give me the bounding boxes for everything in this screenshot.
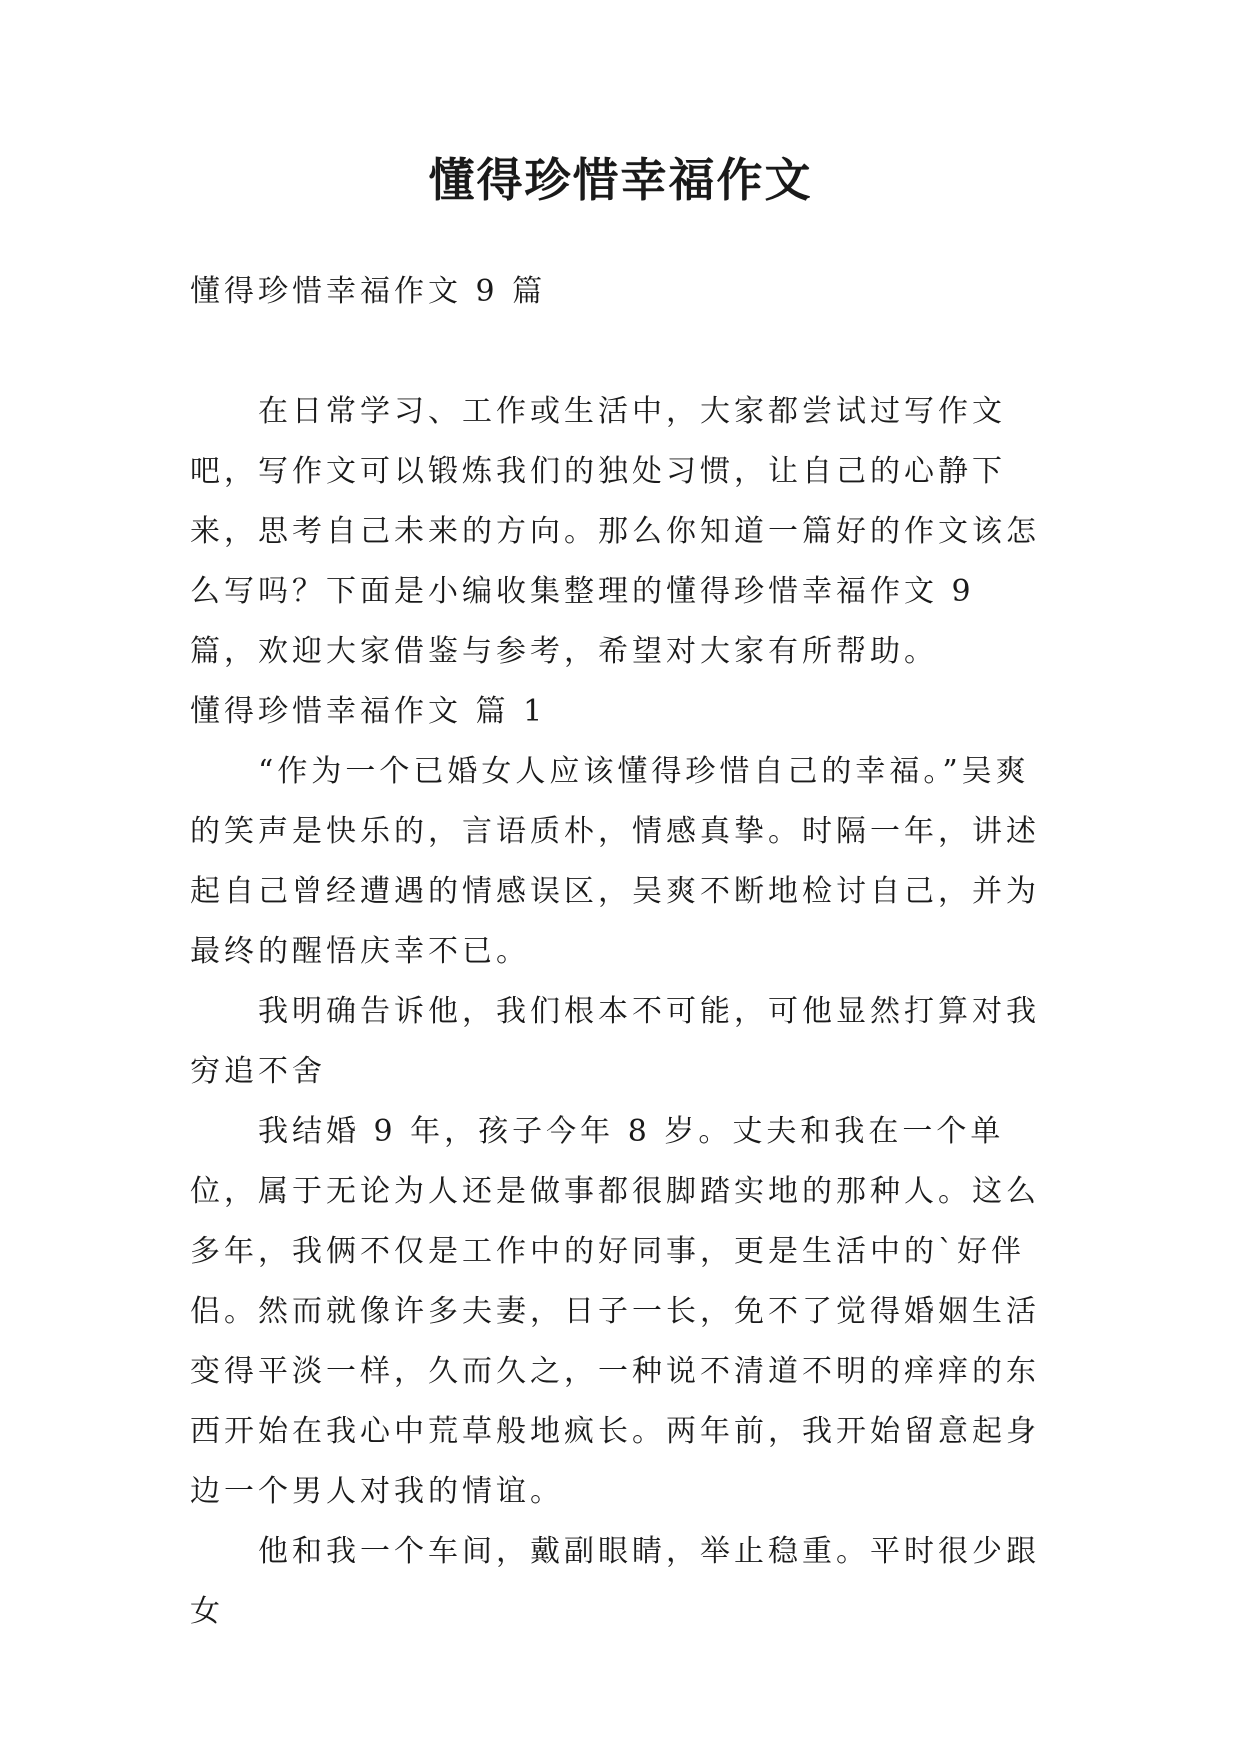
- section-heading: 懂得珍惜幸福作文 篇 1: [190, 694, 547, 729]
- body-paragraph: 他和我一个车间，戴副眼睛，举止稳重。平时很少跟女: [190, 1534, 1040, 1629]
- document-title: 懂得珍惜幸福作文: [428, 153, 813, 207]
- document-body: [190, 262, 1050, 1642]
- document-subtitle: 懂得珍惜幸福作文 9 篇: [190, 274, 547, 309]
- body-paragraph: “作为一个已婚女人应该懂得珍惜自己的幸福。”吴爽的笑声是快乐的，言语质朴，情感真挚。时隔一年，讲述起自己曾经遭遇的情感误区，吴爽不断地检讨自己，并为最终的醒悟庆幸不已。: [190, 754, 1040, 969]
- intro-paragraph: 在日常学习、工作或生活中，大家都尝试过写作文吧，写作文可以锻炼我们的独处习惯，让自己的心静下来，思考自己未来的方向。那么你知道一篇好的作文该怎么写吗？下面是小编收集整理的懂得珍惜幸福作文 9 篇，欢迎大家借鉴与参考，希望对大家有所帮助。: [190, 394, 1040, 669]
- body-paragraph: 我结婚 9 年，孩子今年 8 岁。丈夫和我在一个单位，属于无论为人还是做事都很脚踏实地的那种人。这么多年，我俩不仅是工作中的好同事，更是生活中的`好伴侣。然而就像许多夫妻，日子一长，免不了觉得婚姻生活变得平淡一样，久而久之，一种说不清道不明的痒痒的东西开始在我心中荒草般地疯长。两年前，我开始留意起身边一个男人对我的情谊。: [190, 1114, 1040, 1509]
- body-paragraph: 我明确告诉他，我们根本不可能，可他显然打算对我穷追不舍: [190, 994, 1040, 1089]
